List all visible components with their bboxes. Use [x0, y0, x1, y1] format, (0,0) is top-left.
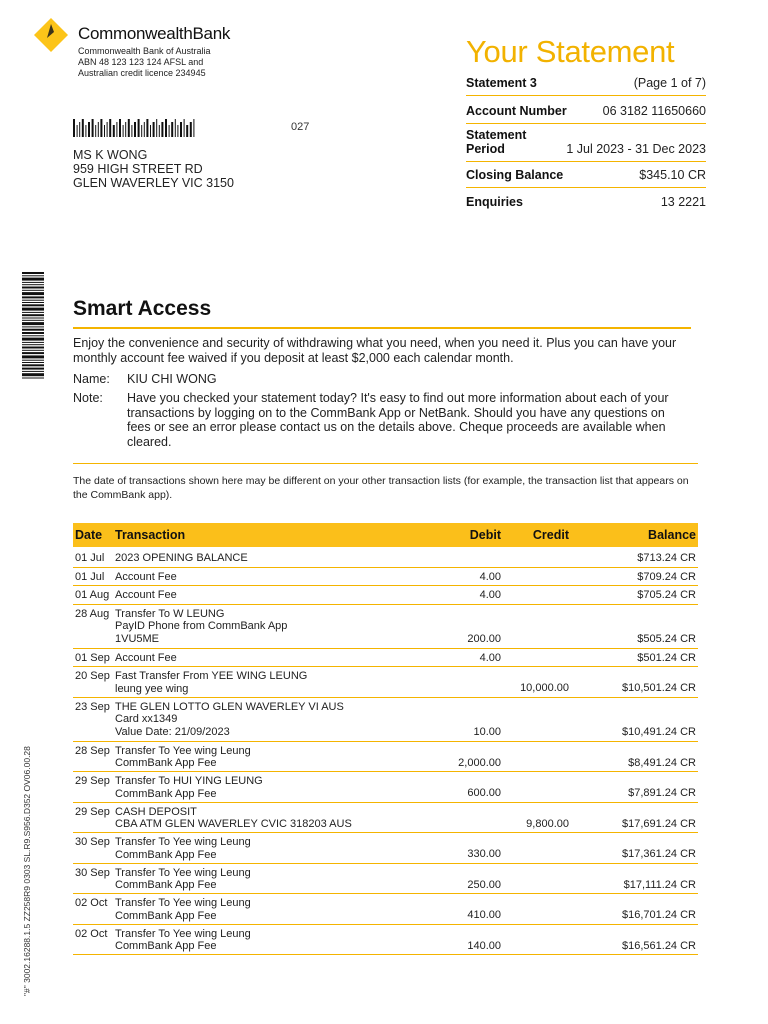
- tx-date: 29 Sep: [75, 805, 110, 818]
- statement-period-row: [466, 124, 706, 162]
- table-row: [73, 833, 698, 864]
- tx-description-line: leung yee wing: [115, 682, 189, 695]
- tx-description: [115, 928, 251, 953]
- mailing-address: [73, 148, 234, 190]
- tx-date: 01 Sep: [75, 651, 110, 664]
- tx-balance: $10,501.24 CR: [622, 682, 696, 694]
- tx-balance: $16,561.24 CR: [622, 939, 696, 952]
- table-row: [73, 925, 698, 956]
- account-number-value: 06 3182 11650660: [602, 104, 706, 118]
- tx-description-line: Transfer To W LEUNG: [115, 607, 225, 620]
- tx-debit: 410.00: [467, 909, 501, 921]
- tx-debit: 4.00: [479, 570, 501, 583]
- statement-period-label: [466, 128, 526, 156]
- tx-description: [115, 745, 251, 770]
- tx-description: [115, 701, 344, 739]
- statement-period-label-line2: Period: [466, 142, 505, 156]
- tx-description-line: CASH DEPOSIT: [115, 805, 197, 818]
- account-title: Smart Access: [73, 297, 212, 320]
- tx-description-line: Account Fee: [115, 570, 177, 583]
- tx-debit: 200.00: [467, 633, 501, 645]
- table-row: [73, 568, 698, 587]
- tx-balance: $505.24 CR: [637, 633, 696, 645]
- tx-description: [115, 552, 248, 565]
- tx-description: [115, 806, 352, 831]
- tx-balance: $17,111.24 CR: [623, 878, 696, 891]
- table-row: [73, 649, 698, 668]
- tx-description-line: Fast Transfer From YEE WING LEUNG: [115, 670, 308, 682]
- tx-date: 28 Aug: [75, 607, 110, 620]
- tx-description: [115, 571, 177, 584]
- header-date: Date: [75, 528, 103, 542]
- tx-description-line: Transfer To Yee wing Leung: [115, 744, 251, 757]
- tx-date: 29 Sep: [75, 775, 110, 787]
- tx-balance: $501.24 CR: [637, 651, 696, 664]
- tx-balance: $17,361.24 CR: [622, 848, 696, 860]
- tx-description-line: THE GLEN LOTTO GLEN WAVERLEY VI AUS: [115, 700, 344, 713]
- tx-description: [115, 589, 177, 602]
- tx-description-line: Transfer To Yee wing Leung: [115, 836, 251, 848]
- table-row: [73, 894, 698, 925]
- tx-credit: 9,800.00: [526, 817, 569, 830]
- statement-period-label-line1: Statement: [466, 128, 527, 142]
- bank-name: CommonwealthBank: [78, 24, 231, 43]
- side-print-code: [8, 738, 36, 998]
- tx-date: 01 Jul: [75, 570, 105, 583]
- tx-date: 30 Sep: [75, 836, 110, 848]
- tx-credit: 10,000.00: [520, 682, 569, 694]
- commbank-logo-icon: [34, 18, 68, 52]
- address-line-suburb: GLEN WAVERLEY VIC 3150: [73, 176, 234, 190]
- statement-summary: [466, 72, 706, 214]
- tx-description: [115, 670, 307, 695]
- transactions-table: [73, 549, 698, 955]
- tx-balance: $17,691.24 CR: [622, 817, 696, 830]
- tx-description: [115, 836, 251, 861]
- table-row: [73, 667, 698, 698]
- tx-balance: $8,491.24 CR: [628, 756, 696, 769]
- tx-debit: 4.00: [479, 651, 501, 664]
- tx-description-line: CommBank App Fee: [115, 848, 217, 861]
- table-row: [73, 864, 698, 895]
- statement-number: Statement 3: [466, 76, 537, 90]
- header-debit: Debit: [469, 528, 501, 542]
- tx-description-line: CommBank App Fee: [115, 757, 217, 769]
- tx-balance: $10,491.24 CR: [622, 726, 696, 738]
- note-value: Have you checked your statement today? It's easy to find out more information about each of your transactions by logging on to the CommBank App or NetBank. Should you have any questions on fees or see an error please contact us on the details above. Cheque proceeds are available when cleared.: [127, 391, 669, 449]
- tx-debit: 600.00: [467, 787, 501, 799]
- closing-balance-value: $345.10 CR: [639, 168, 706, 182]
- tx-description-line: CommBank App Fee: [115, 909, 217, 922]
- table-row: [73, 605, 698, 649]
- tx-description: [115, 775, 263, 800]
- tx-description: [115, 867, 251, 892]
- header-transaction: Transaction: [115, 528, 186, 542]
- header-credit: Credit: [532, 528, 569, 542]
- bank-licence: Australian credit licence 234945: [78, 68, 206, 78]
- vertical-barcode-icon: [22, 272, 44, 392]
- tx-debit: 10.00: [473, 726, 501, 738]
- statement-number-row: [466, 72, 706, 96]
- header-balance: Balance: [648, 528, 696, 542]
- tx-description: [115, 608, 287, 646]
- tx-date: 30 Sep: [75, 866, 110, 879]
- tx-date: 01 Jul: [75, 552, 105, 564]
- transactions-header: [73, 523, 698, 547]
- tx-description-line: CBA ATM GLEN WAVERLEY CVIC 318203 AUS: [115, 818, 352, 830]
- closing-balance-label: Closing Balance: [466, 168, 564, 182]
- page-indicator: (Page 1 of 7): [633, 76, 706, 90]
- postal-barcode-icon: [73, 119, 215, 137]
- date-disclaimer: The date of transactions shown here may be different on your other transaction lists (for example, the transaction list that appears on the CommBank app).: [73, 475, 689, 501]
- tx-balance: $16,701.24 CR: [622, 909, 696, 921]
- account-number-label: Account Number: [466, 104, 567, 118]
- tx-description-line: Account Fee: [115, 651, 177, 664]
- enquiries-value: 13 2221: [660, 195, 706, 209]
- tx-balance: $709.24 CR: [637, 570, 696, 583]
- table-row: [73, 772, 698, 803]
- closing-balance-row: [466, 162, 706, 188]
- tx-description: [115, 652, 177, 665]
- disclaimer-divider: [73, 463, 698, 464]
- tx-description-line: CommBank App Fee: [115, 879, 217, 891]
- side-print-code-text: "#" 3002.16288.1.5 ZZ258R9 0303 SL.R9.S956.D352 OV06.00.28: [22, 746, 32, 996]
- statement-title: Your Statement: [466, 34, 675, 69]
- tx-description-line: CommBank App Fee: [115, 940, 217, 952]
- tx-description-line: Transfer To Yee wing Leung: [115, 897, 251, 909]
- bank-abn: ABN 48 123 123 124 AFSL and: [78, 57, 204, 67]
- tx-debit: 140.00: [467, 939, 501, 952]
- address-line-name: MS K WONG: [73, 148, 148, 162]
- tx-date: 02 Oct: [75, 897, 108, 909]
- note-row: [73, 391, 691, 449]
- tx-debit: 330.00: [467, 848, 501, 860]
- tx-debit: 250.00: [467, 878, 501, 891]
- tx-description-line: Transfer To HUI YING LEUNG: [115, 775, 263, 787]
- tx-date: 02 Oct: [75, 927, 108, 940]
- tx-date: 28 Sep: [75, 744, 110, 757]
- tx-balance: $705.24 CR: [637, 589, 696, 601]
- tx-date: 01 Aug: [75, 589, 110, 601]
- note-label: Note:: [73, 391, 103, 405]
- sequence-number: 027: [291, 121, 310, 133]
- tx-description-line: Value Date: 21/09/2023: [115, 725, 230, 738]
- tx-debit: 2,000.00: [458, 756, 501, 769]
- table-row: [73, 586, 698, 605]
- table-row: [73, 698, 698, 742]
- table-row: [73, 549, 698, 568]
- tx-balance: $713.24 CR: [637, 552, 696, 564]
- tx-date: 23 Sep: [75, 700, 110, 713]
- tx-description-line: PayID Phone from CommBank App: [115, 620, 288, 632]
- bank-details: [78, 46, 211, 79]
- tx-description-line: 2023 OPENING BALANCE: [115, 552, 248, 564]
- tx-date: 20 Sep: [75, 670, 110, 682]
- tx-description-line: Card xx1349: [115, 713, 178, 725]
- name-label: Name:: [73, 372, 110, 386]
- table-row: [73, 803, 698, 834]
- tx-balance: $7,891.24 CR: [628, 787, 696, 799]
- account-intro: Enjoy the convenience and security of withdrawing what you need, when you need it. Plus you can have your monthly account fee waived if you deposit at least $2,000 each calendar month.: [73, 336, 677, 365]
- tx-description-line: Transfer To Yee wing Leung: [115, 927, 251, 940]
- statement-period-value: 1 Jul 2023 - 31 Dec 2023: [566, 142, 706, 156]
- tx-description-line: 1VU5ME: [115, 632, 160, 645]
- name-value: KIU CHI WONG: [127, 372, 217, 386]
- address-line-street: 959 HIGH STREET RD: [73, 162, 203, 176]
- enquiries-row: [466, 188, 706, 214]
- account-number-row: [466, 96, 706, 124]
- table-row: [73, 742, 698, 773]
- name-row: [73, 372, 691, 387]
- tx-description: [115, 897, 251, 922]
- enquiries-label: Enquiries: [466, 195, 523, 209]
- bank-legal-name: Commonwealth Bank of Australia: [78, 46, 211, 56]
- section-divider: [73, 327, 691, 329]
- tx-description-line: Transfer To Yee wing Leung: [115, 866, 251, 879]
- tx-description-line: Account Fee: [115, 589, 177, 601]
- tx-debit: 4.00: [479, 589, 501, 601]
- tx-description-line: CommBank App Fee: [115, 787, 217, 800]
